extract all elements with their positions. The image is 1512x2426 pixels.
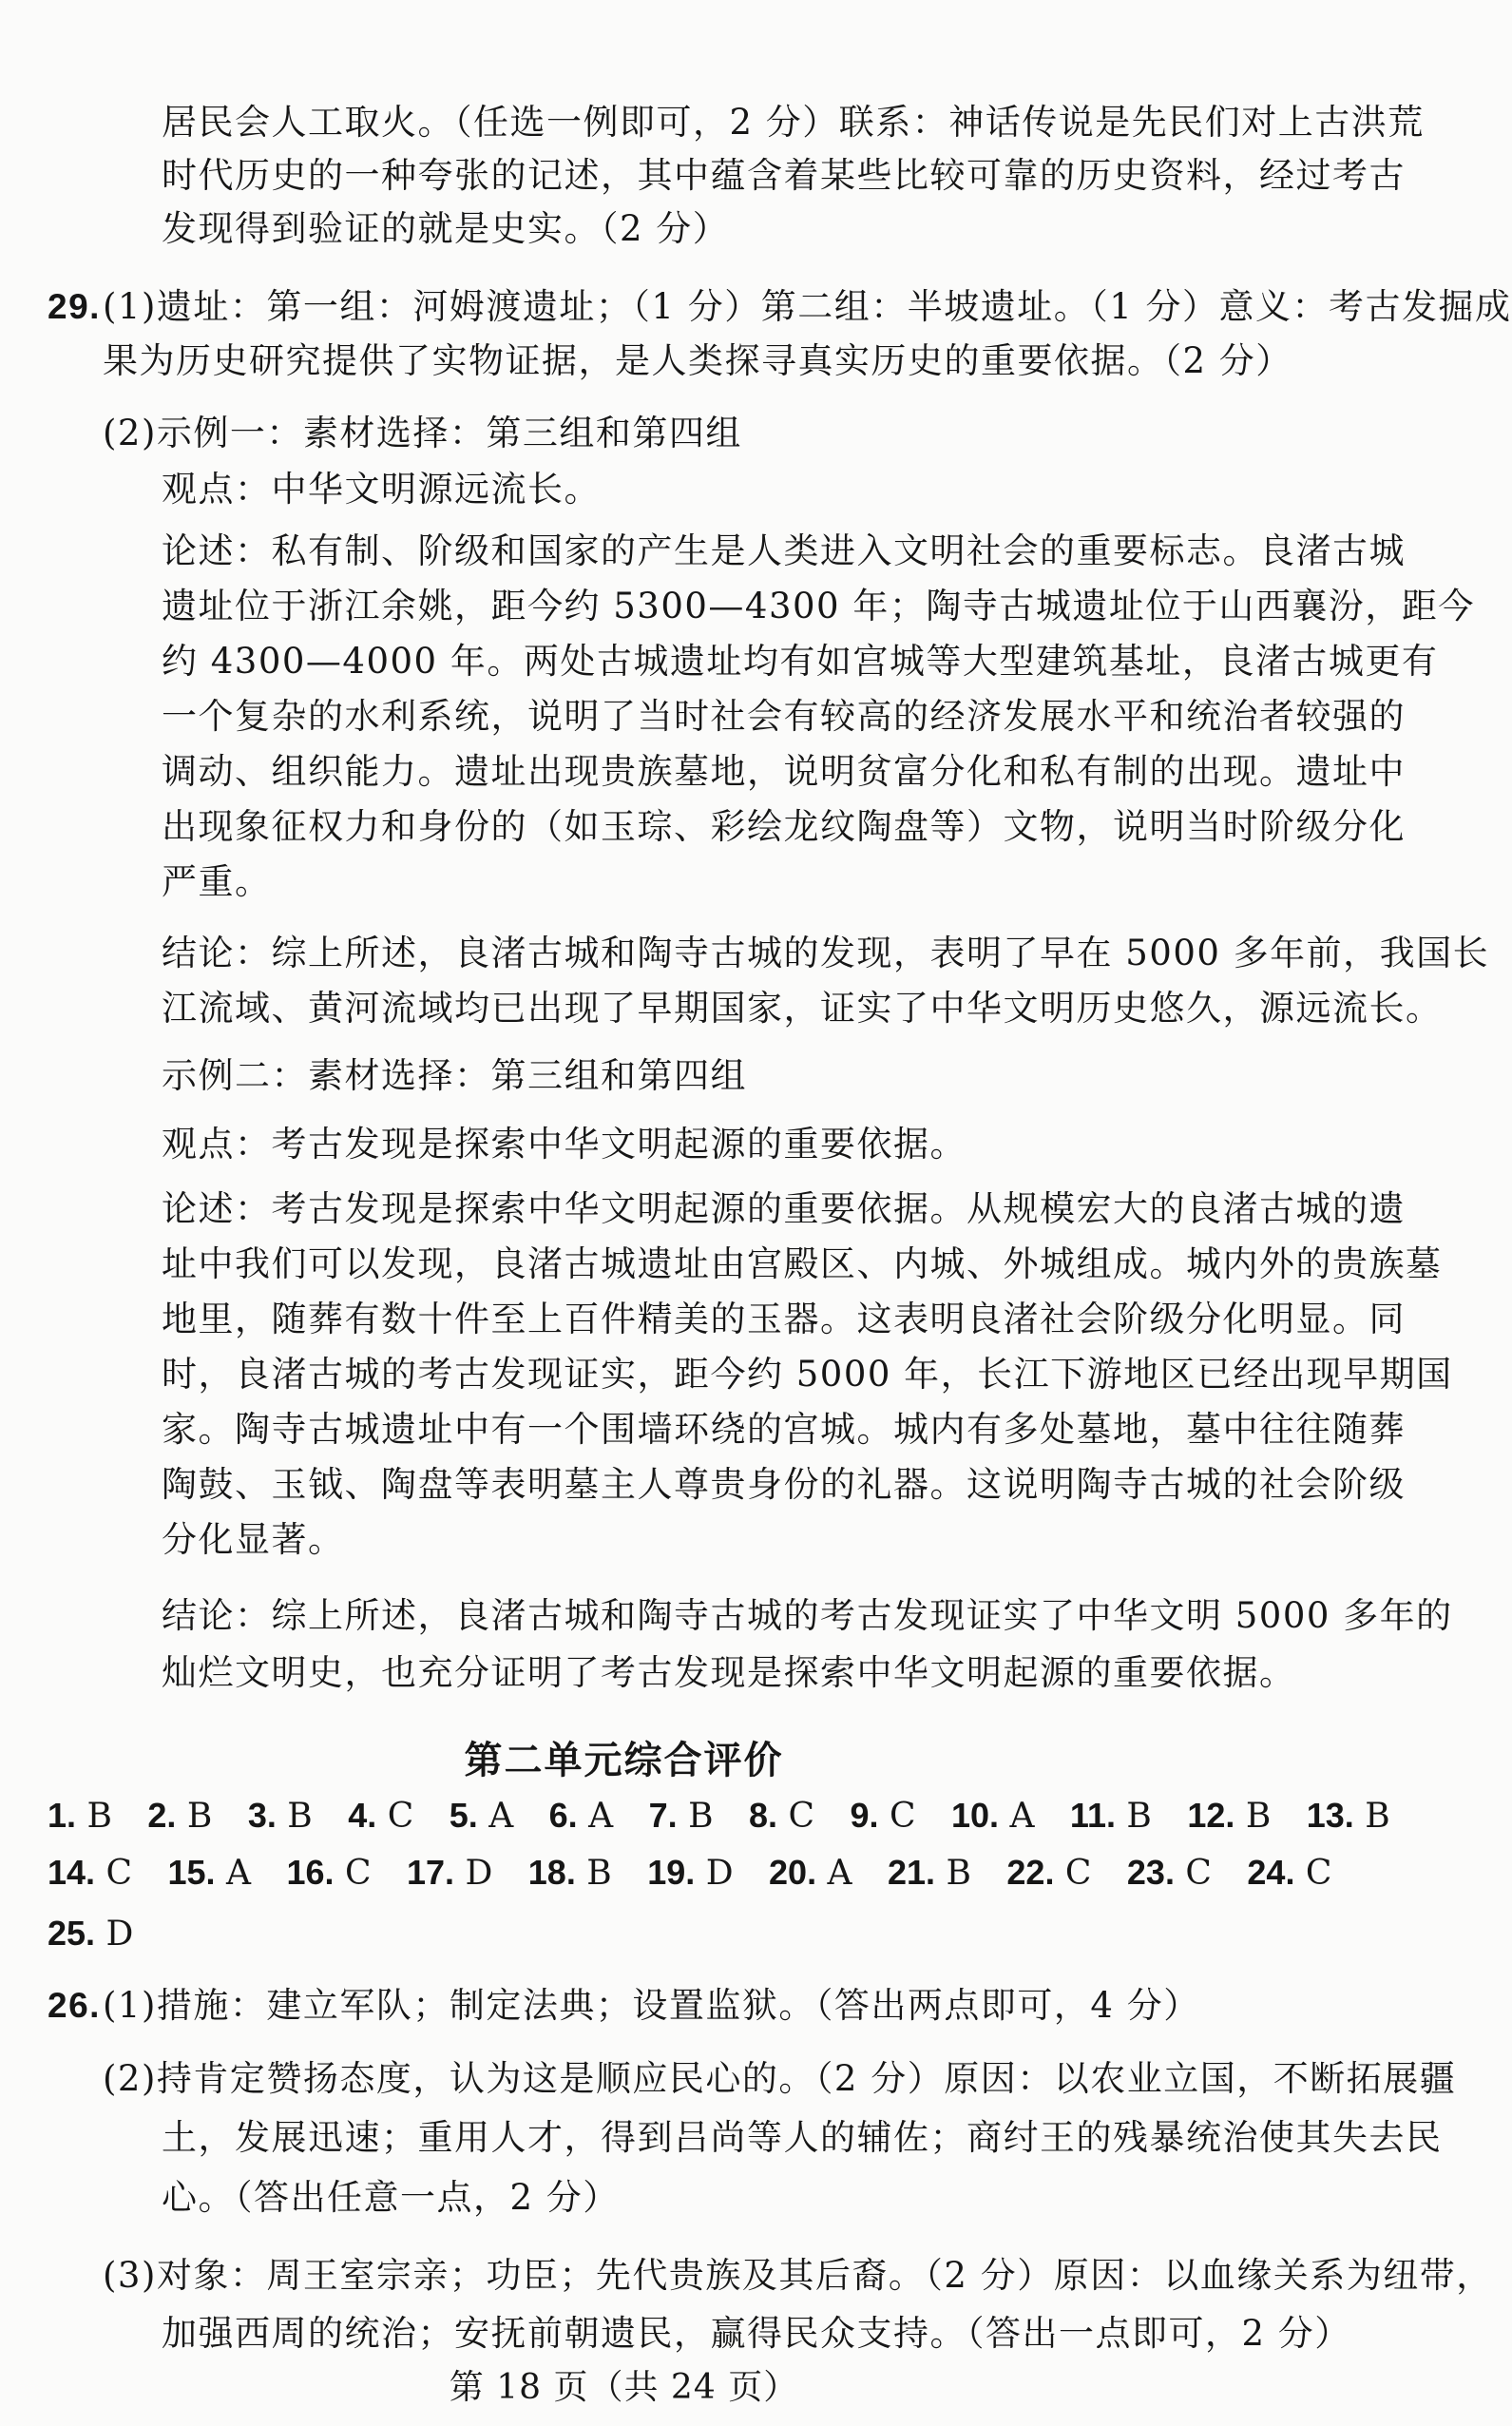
answer-item: 13. B [1306,1796,1390,1836]
q29-example2-argument-line: 地里，随葬有数十件至上百件精美的玉器。这表明良渚社会阶级分化明显。同 [162,1299,1406,1339]
answer-item: 9. C [850,1796,916,1836]
q29-example2-argument-line: 论述：考古发现是探索中华文明起源的重要依据。从规模宏大的良渚古城的遗 [162,1188,1406,1229]
q29-part2-heading: (2)示例一：素材选择：第三组和第四组 [103,413,742,453]
question-26-number: 26. [48,1986,101,2025]
section-title: 第二单元综合评价 [464,1739,784,1782]
q26-part3-line: (3)对象：周王室宗亲；功臣；先代贵族及其后裔。（2 分）原因：以血缘关系为纽带， [103,2255,1493,2296]
answer-item: 11. B [1069,1796,1152,1836]
q29-example1-argument-line: 论述：私有制、阶级和国家的产生是人类进入文明社会的重要标志。良渚古城 [162,530,1406,571]
q26-part2-line: (2)持肯定赞扬态度，认为这是顺应民心的。（2 分）原因：以农业立国，不断拓展疆 [103,2058,1457,2099]
q29-example2-viewpoint: 观点：考古发现是探索中华文明起源的重要依据。 [162,1124,967,1165]
q29-example2-conclusion-line: 结论：综上所述，良渚古城和陶寺古城的考古发现证实了中华文明 5000 多年的 [162,1595,1453,1636]
q29-part1-line-1: (1)遗址：第一组：河姆渡遗址；（1 分）第二组：半坡遗址。（1 分）意义：考古发掘成 [103,286,1512,327]
q29-example2-argument-line: 时，良渚古城的考古发现证实，距今约 5000 年，长江下游地区已经出现早期国 [162,1354,1453,1395]
page-number: 第 18 页（共 24 页） [449,2368,799,2407]
continuation-line-2: 时代历史的一种夸张的记述，其中蕴含着某些比较可靠的历史资料，经过考古 [162,155,1406,196]
answer-row-2 [48,1852,1331,1895]
q29-example2-conclusion-line: 灿烂文明史，也充分证明了考古发现是探索中华文明起源的重要依据。 [162,1652,1296,1693]
q26-part2-line: 心。（答出任意一点，2 分） [162,2177,620,2218]
answer-item: 17. D [406,1853,493,1893]
answer-item: 12. B [1187,1796,1272,1836]
q29-example1-argument-line: 一个复杂的水利系统，说明了当时社会有较高的经济发展水平和统治者较强的 [162,696,1406,737]
q29-example1-conclusion-line: 结论：综上所述，良渚古城和陶寺古城的发现，表明了早在 5000 多年前，我国长 [162,933,1490,973]
q29-example1-viewpoint: 观点：中华文明源远流长。 [162,469,601,510]
answer-item: 22. C [1006,1853,1092,1893]
answer-item: 8. C [748,1796,815,1836]
q26-part2-line: 土，发展迅速；重用人才，得到吕尚等人的辅佐；商纣王的残暴统治使其失去民 [162,2117,1443,2158]
answer-item: 4. C [348,1796,414,1836]
answer-item: 3. B [247,1796,313,1836]
q29-example1-argument-line: 严重。 [162,861,272,902]
answer-item: 24. C [1247,1853,1332,1893]
q29-example2-argument-line: 家。陶寺古城遗址中有一个围墙环绕的宫城。城内有多处墓地，墓中往往随葬 [162,1409,1406,1450]
answer-item: 15. A [167,1853,251,1893]
q26-part1: (1)措施：建立军队；制定法典；设置监狱。（答出两点即可，4 分） [103,1985,1200,2026]
question-29-number: 29. [48,287,101,326]
q29-part1-line-2: 果为历史研究提供了实物证据，是人类探寻真实历史的重要依据。（2 分） [103,340,1292,381]
q29-example2-argument-line: 陶鼓、玉钺、陶盘等表明墓主人尊贵身份的礼器。这说明陶寺古城的社会阶级 [162,1464,1406,1505]
answer-item: 5. A [449,1796,514,1836]
answer-item: 18. B [527,1853,612,1893]
q29-example2-argument-line: 址中我们可以发现，良渚古城遗址由宫殿区、内城、外城组成。城内外的贵族墓 [162,1243,1443,1284]
answer-row-1 [48,1795,1390,1838]
answer-item: 2. B [147,1796,213,1836]
answer-item: 10. A [950,1796,1035,1836]
answer-item: 1. B [48,1796,112,1836]
answer-item: 20. A [769,1853,852,1893]
q29-example1-argument-line: 约 4300—4000 年。两处古城遗址均有如宫城等大型建筑基址，良渚古城更有 [162,641,1439,682]
answer-item: 25. D [48,1914,134,1954]
q29-example2-argument-line: 分化显著。 [162,1519,345,1560]
answer-item: 23. C [1126,1853,1212,1893]
answer-item: 7. B [648,1796,714,1836]
answer-row-3 [48,1913,158,1955]
q29-example1-conclusion-line: 江流域、黄河流域均已出现了早期国家，证实了中华文明历史悠久，源远流长。 [162,988,1443,1029]
answer-item: 21. B [887,1853,971,1893]
q26-part3-line: 加强西周的统治；安抚前朝遗民，赢得民众支持。（答出一点即可，2 分） [162,2313,1351,2354]
answer-item: 16. C [286,1853,372,1893]
q29-example1-argument-line: 遗址位于浙江余姚，距今约 5300—4300 年；陶寺古城遗址位于山西襄汾，距今 [162,586,1475,626]
continuation-line-1: 居民会人工取火。（任选一例即可，2 分）联系：神话传说是先民们对上古洪荒 [162,102,1425,143]
q29-example2-heading: 示例二：素材选择：第三组和第四组 [162,1055,747,1096]
answer-item: 19. D [647,1853,734,1893]
continuation-line-3: 发现得到验证的就是史实。（2 分） [162,208,730,249]
q29-example1-argument-line: 调动、组织能力。遗址出现贵族墓地，说明贫富分化和私有制的出现。遗址中 [162,751,1406,792]
answer-item: 6. A [548,1796,614,1836]
q29-example1-argument-line: 出现象征权力和身份的（如玉琮、彩绘龙纹陶盘等）文物，说明当时阶级分化 [162,806,1406,847]
answer-item: 14. C [48,1853,133,1893]
